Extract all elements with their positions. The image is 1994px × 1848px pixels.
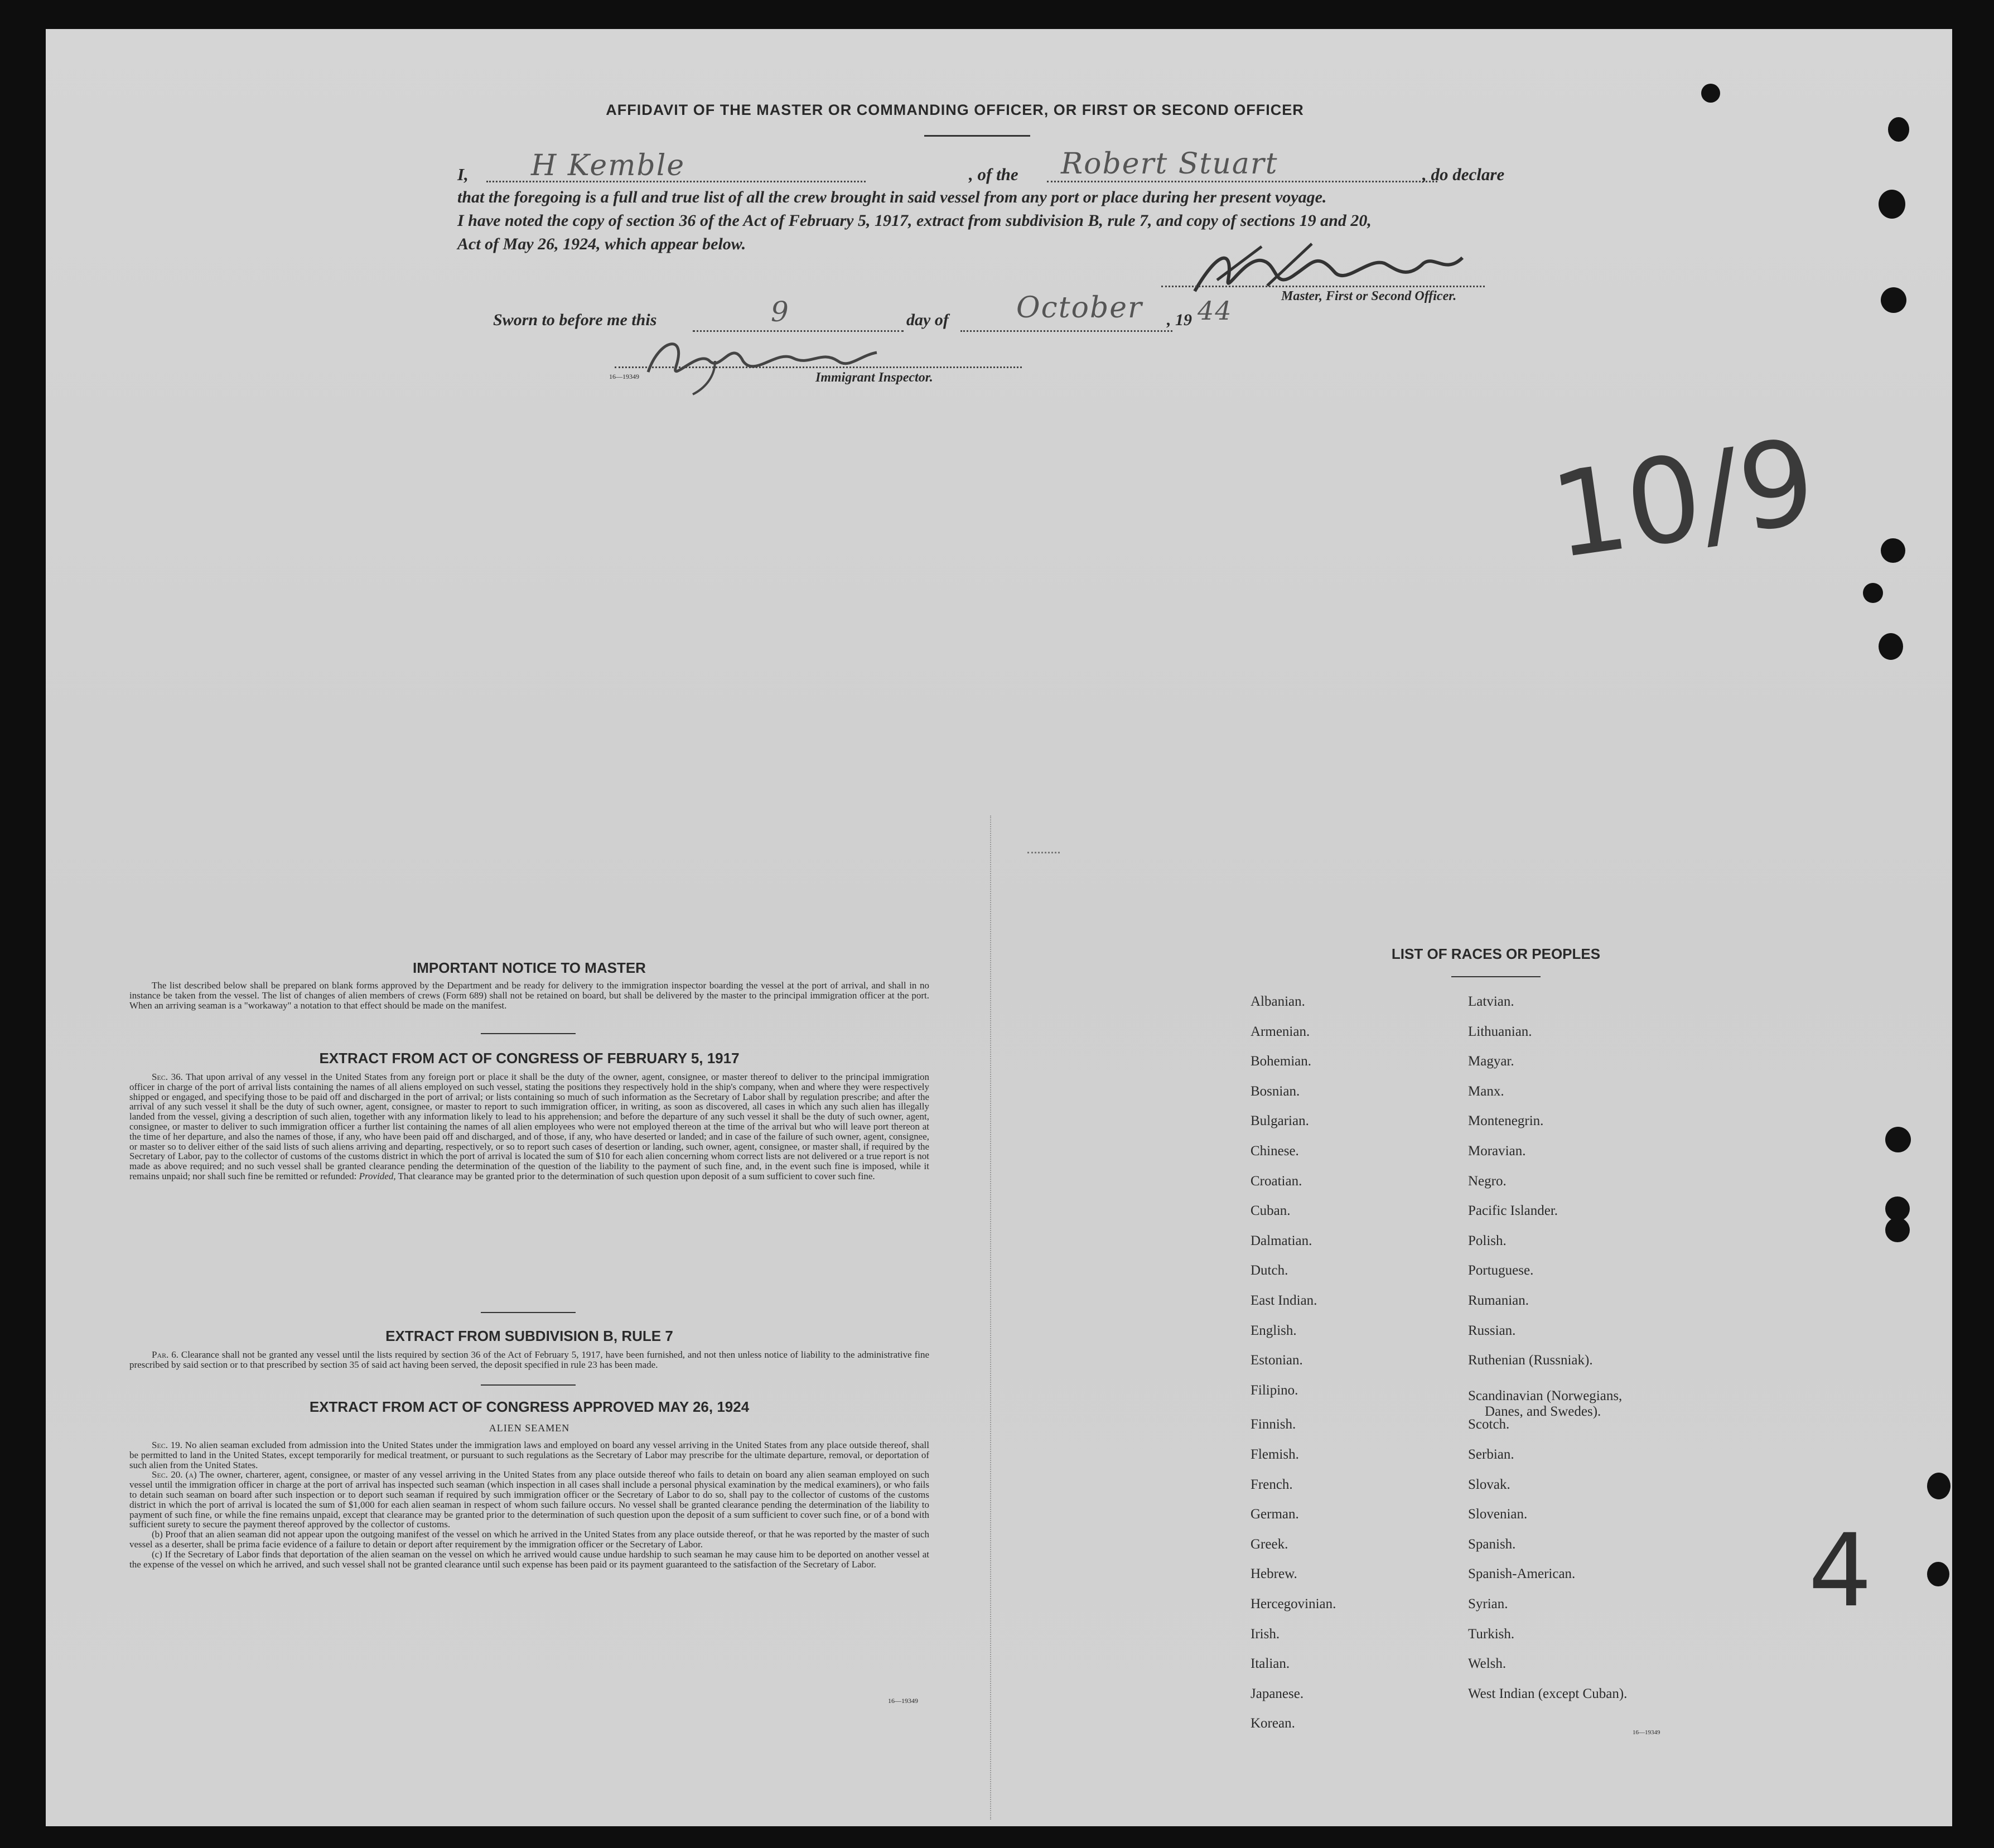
alien-seamen-subtitle: ALIEN SEAMEN xyxy=(489,1422,570,1434)
vessel-name-handwritten: Robert Stuart xyxy=(1061,147,1278,181)
race-item: Russian. xyxy=(1468,1323,1516,1338)
year-prefix: , 19 xyxy=(1167,311,1192,329)
extract-1924-title: EXTRACT FROM ACT OF CONGRESS APPROVED MAY 26, 1924 xyxy=(309,1398,750,1415)
inspector-signature xyxy=(637,327,894,400)
affidavit-line-4: Act of May 26, 1924, which appear below. xyxy=(457,235,746,253)
sec20a-text: The owner, charterer, agent, consignee, or master of any vessel arriving in the United States from any place outside thereof who fails to detain on board any alien seaman employed on such vessel until the immigration officer in charge at the port of arrival has inspected such seaman (which inspection in all cases shall include a personal physical examination by the medical examiners), or who fails to detain such seaman on board after such inspection or to deport such seaman if required by such immigration officer or the Secretary of Labor to do so, shall pay to the collector of customs of the customs district in which the port of arrival is located the sum of $1,000 for each alien seaman in respect of whom such failure occurs. No vessel shall be granted clearance pending the determination of the liability to payment of such fine, or while the fine remains unpaid, except that clearance may be granted prior to the determination of such question upon the deposit of a sum sufficient to cover such fine, or of a bond with sufficient surety to secure the payment thereof approved by the collector of customs. xyxy=(129,1469,929,1530)
race-item: Irish. xyxy=(1251,1626,1280,1642)
race-item: Finnish. xyxy=(1251,1417,1296,1432)
sec19-paragraph xyxy=(129,1440,929,1470)
notice-body: The list described below shall be prepared on blank forms approved by the Department and be ready for delivery to the immigration inspector boarding the vessel at the port of arrival, and shall in no instance be taken from the vessel. The list of changes of alien members of crews (Form 689) shall not be retained on board, but shall be delivered by the master to the principal immigration officer at the port. When an arriving seaman is a "workaway" a notation to that effect should be made on the manifest. xyxy=(129,980,929,1011)
punch-hole xyxy=(1927,1562,1949,1586)
extract-1924-body xyxy=(129,1440,929,1569)
sec20a-label: Sec. 20. (a) xyxy=(152,1469,197,1480)
race-item: Greek. xyxy=(1251,1536,1288,1552)
sec20a-paragraph xyxy=(129,1470,929,1529)
race-item: Italian. xyxy=(1251,1656,1290,1672)
sec36-text-end: That clearance may be granted prior to the determination of such question upon deposit of a sum sufficient to cover such fine. xyxy=(398,1170,875,1181)
race-item: East Indian. xyxy=(1251,1293,1317,1308)
punch-hole xyxy=(1863,583,1883,603)
race-item: Montenegrin. xyxy=(1468,1113,1544,1129)
sec20b-text: Proof that an alien seaman did not appear upon the outgoing manifest of the vessel on which he arrived in the United States from any place outside thereof, or that he was reported by the master of such vessel as a deserter, shall be prima facie evidence of a failure to detain or deport after requirement by the immigration officer or the Secretary of Labor. xyxy=(129,1529,929,1550)
month-line xyxy=(960,330,1172,332)
races-rule xyxy=(1451,976,1541,977)
race-item: Cuban. xyxy=(1251,1203,1291,1219)
race-item: Armenian. xyxy=(1251,1024,1310,1039)
punch-hole xyxy=(1881,287,1906,313)
extract-form-number: 16—19349 xyxy=(888,1697,918,1705)
master-name-handwritten: H Kemble xyxy=(531,149,685,182)
affidavit-line-3: I have noted the copy of section 36 of the Act of February 5, 1917, extract from subdivision B, rule 7, and copy of sections 19 and 20, xyxy=(457,211,1372,230)
race-item: Latvian. xyxy=(1468,994,1514,1009)
extract-rule7-rule xyxy=(481,1384,576,1386)
race-item: West Indian (except Cuban). xyxy=(1468,1686,1628,1701)
sec20c-paragraph xyxy=(129,1550,929,1570)
race-item: Estonian. xyxy=(1251,1353,1303,1368)
sec20c-label: (c) xyxy=(152,1548,162,1560)
race-item: Korean. xyxy=(1251,1716,1295,1731)
race-item: Bohemian. xyxy=(1251,1054,1312,1069)
race-item: Dalmatian. xyxy=(1251,1233,1312,1248)
fold-line xyxy=(990,816,992,1820)
of-the-label: , of the xyxy=(969,165,1018,184)
master-signature-line xyxy=(1161,286,1485,287)
race-item: Croatian. xyxy=(1251,1173,1302,1189)
fold-mark xyxy=(1027,852,1060,853)
extract-1917-rule xyxy=(481,1312,576,1313)
race-item: Lithuanian. xyxy=(1468,1024,1532,1039)
punch-hole xyxy=(1927,1473,1950,1499)
race-item: Spanish. xyxy=(1468,1536,1516,1552)
race-item: Danes, and Swedes). xyxy=(1485,1403,1601,1419)
year-handwritten: 44 xyxy=(1198,296,1233,326)
punch-hole xyxy=(1879,633,1903,660)
affidavit-i-label: I, xyxy=(457,165,469,184)
extract-rule7-title: EXTRACT FROM SUBDIVISION B, RULE 7 xyxy=(385,1328,673,1344)
sworn-label: Sworn to before me this xyxy=(493,311,657,329)
do-declare-label: , do declare xyxy=(1422,165,1505,184)
extract-1917-body xyxy=(129,1072,929,1181)
master-label: Master, First or Second Officer. xyxy=(1281,289,1457,303)
affidavit-line-2: that the foregoing is a full and true list of all the crew brought in said vessel from any port or place during her present voyage. xyxy=(457,188,1327,206)
notice-title: IMPORTANT NOTICE TO MASTER xyxy=(413,959,646,976)
race-item: Scotch. xyxy=(1468,1417,1510,1432)
race-item: Chinese. xyxy=(1251,1143,1299,1159)
race-item: Turkish. xyxy=(1468,1626,1515,1642)
page-note-handwritten: 4 xyxy=(1808,1513,1872,1629)
race-item: Serbian. xyxy=(1468,1447,1514,1462)
inspector-line xyxy=(615,366,1022,368)
inspector-label: Immigrant Inspector. xyxy=(815,370,933,385)
affidavit-form-number: 16—19349 xyxy=(609,373,639,380)
sec20c-text: If the Secretary of Labor finds that deportation of the alien seaman on the vessel on which he arrived would cause undue hardship to such seaman he may cause him to be deported on another vessel at the expense of the vessel on which he arrived, and such vessel shall not be granted clearance until such expense has been paid or its payment guaranteed to the satisfaction of the Secretary of Labor. xyxy=(129,1548,929,1570)
title-rule xyxy=(924,135,1030,137)
race-item: German. xyxy=(1251,1507,1299,1522)
day-of-label: day of xyxy=(906,311,949,329)
punch-hole xyxy=(1879,190,1905,219)
punch-hole xyxy=(1885,1218,1910,1242)
par6-text: Clearance shall not be granted any vessel until the lists required by section 36 of the Act of February 5, 1917, have been furnished, and not then unless notice of liability to the administrative fine prescribed by said section or to that prescribed by section 35 of said act having been served, the deposit specified in rule 23 has been made. xyxy=(129,1349,929,1370)
race-item: Manx. xyxy=(1468,1083,1504,1099)
race-item: Bosnian. xyxy=(1251,1083,1300,1099)
race-item: Welsh. xyxy=(1468,1656,1507,1672)
races-form-number: 16—19349 xyxy=(1633,1729,1660,1736)
document-sheet xyxy=(46,29,1952,1826)
race-item: Hercegovinian. xyxy=(1251,1596,1336,1611)
punch-hole xyxy=(1888,117,1909,142)
sec36-label: Sec. 36. xyxy=(152,1072,183,1082)
race-item: Magyar. xyxy=(1468,1054,1514,1069)
race-item: English. xyxy=(1251,1323,1297,1338)
race-item: Portuguese. xyxy=(1468,1263,1534,1278)
provided-label: Provided, xyxy=(359,1170,396,1181)
notice-rule xyxy=(481,1033,576,1034)
race-item: Rumanian. xyxy=(1468,1293,1529,1308)
day-handwritten: 9 xyxy=(771,296,790,328)
race-item: Syrian. xyxy=(1468,1596,1508,1611)
race-item: French. xyxy=(1251,1477,1293,1492)
race-item: Moravian. xyxy=(1468,1143,1526,1159)
race-item: Hebrew. xyxy=(1251,1566,1297,1582)
sec20b-paragraph xyxy=(129,1529,929,1550)
sec36-text: That upon arrival of any vessel in the United States from any foreign port or place it shall be the duty of the owner, agent, consignee, or master thereof to deliver to the principal immigration officer in charge of the port of arrival lists containing the names of all aliens employed on such vessel, stating the positions they respectively hold in the ship's company, when and where they were respectively shipped or engaged, and specifying those to be paid off and discharged in the port of arrival; or lists containing so much of such information as the Secretary of Labor shall by regulation prescribe; and after the arrival of any such vessel it shall be the duty of such owner, agent, consignee, or master to report to such immigration officer, in writing, as soon as discovered, all cases in which any such alien has illegally landed from the vessel, giving a description of such alien, together with any information likely to lead to his apprehension; and before the departure of any such vessel it shall be the duty of such owner, agent, consignee, or master to deliver to such immigration officer a further list containing the names of all alien employees who were not employed thereon at the time of the arrival but who will leave port thereon at the time of her departure, and also the names of those, if any, who have been paid off and discharged, and of those, if any, who have deserted or landed; and in case of the failure of such owner, agent, consignee, or master so to deliver either of the said lists of such aliens arriving and departing, respectively, or so to report such cases of desertion or landing, such owner, agent, consignee, or master shall, if required by the Secretary of Labor, pay to the collector of customs of the customs district in which the port of arrival is located the sum of $10 for each alien concerning whom correct lists are not delivered or a true report is not made as above required; and no such vessel shall be granted clearance pending the determination of the question of the liability to the payment of such fine, and, in the event such fine is imposed, while it remains unpaid; nor shall such fine be remitted or refunded: xyxy=(129,1072,929,1181)
race-item: Slovenian. xyxy=(1468,1507,1528,1522)
race-item: Ruthenian (Russniak). xyxy=(1468,1353,1593,1368)
race-item: Polish. xyxy=(1468,1233,1507,1248)
date-note-handwritten: 10/9 xyxy=(1543,413,1823,585)
race-item: Albanian. xyxy=(1251,994,1305,1009)
par6-label: Par. 6. xyxy=(152,1349,179,1360)
race-item: Pacific Islander. xyxy=(1468,1203,1558,1219)
sec19-text: No alien seaman excluded from admission into the United States under the immigration laws and employed on board any vessel arriving in the United States from any place outside thereof, shall be permitted to land in the United States, except temporarily for medical treatment, or pursuant to such regulations as the Secretary of Labor may prescribe for the ultimate departure, removal, or deportation of such alien from the United States. xyxy=(129,1440,929,1470)
race-item: Negro. xyxy=(1468,1173,1507,1189)
race-item: Spanish-American. xyxy=(1468,1566,1576,1582)
vessel-line xyxy=(1047,181,1437,182)
extract-1917-title: EXTRACT FROM ACT OF CONGRESS OF FEBRUARY 5, 1917 xyxy=(319,1050,740,1067)
sec19-label: Sec. 19. xyxy=(152,1440,183,1450)
affidavit-title: AFFIDAVIT OF THE MASTER OR COMMANDING OFFICER, OR FIRST OR SECOND OFFICER xyxy=(606,102,1304,118)
race-item: Flemish. xyxy=(1251,1447,1299,1462)
extract-rule7-body xyxy=(129,1350,929,1370)
race-item: Filipino. xyxy=(1251,1382,1298,1398)
month-handwritten: October xyxy=(1016,291,1143,325)
race-item: Slovak. xyxy=(1468,1477,1510,1492)
punch-hole xyxy=(1885,1127,1911,1152)
punch-hole xyxy=(1881,538,1905,563)
sec20b-label: (b) xyxy=(152,1529,163,1540)
race-item: Dutch. xyxy=(1251,1263,1288,1278)
race-item: Scandinavian (Norwegians, xyxy=(1468,1388,1623,1403)
race-item: Japanese. xyxy=(1251,1686,1304,1701)
race-item: Bulgarian. xyxy=(1251,1113,1309,1129)
races-title: LIST OF RACES OR PEOPLES xyxy=(1391,945,1601,962)
punch-hole xyxy=(1701,84,1720,103)
